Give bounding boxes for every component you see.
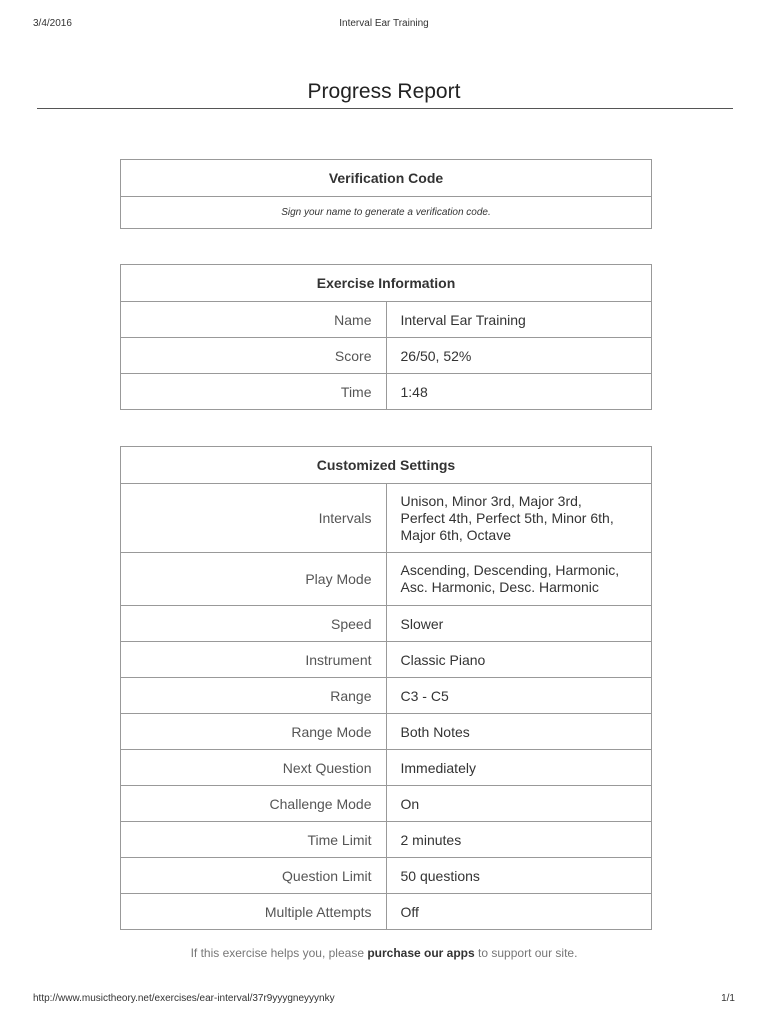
page-title: Progress Report [307, 80, 461, 103]
multiple-attempts-label: Multiple Attempts [121, 894, 387, 930]
table-row [121, 553, 652, 606]
score-label: Score [121, 338, 387, 374]
print-page-title: Interval Ear Training [339, 18, 429, 29]
instrument-value: Classic Piano [386, 642, 652, 678]
exercise-info-header: Exercise Information [121, 265, 652, 302]
speed-value: Slower [386, 606, 652, 642]
intervals-label: Intervals [121, 484, 387, 553]
support-message-prefix: If this exercise helps you, please [190, 946, 368, 960]
play-mode-value-line: Asc. Harmonic, Desc. Harmonic [400, 579, 599, 595]
table-row [121, 786, 652, 822]
intervals-value-line: Major 6th, Octave [400, 526, 511, 543]
play-mode-label: Play Mode [121, 553, 387, 606]
challenge-mode-value: On [386, 786, 652, 822]
range-label: Range [121, 678, 387, 714]
settings-header: Customized Settings [121, 447, 652, 484]
next-question-value: Immediately [386, 750, 652, 786]
table-row [121, 894, 652, 930]
print-header [0, 18, 768, 32]
exercise-name-value: Interval Ear Training [386, 302, 652, 338]
verification-header: Verification Code [121, 160, 652, 197]
next-question-label: Next Question [121, 750, 387, 786]
intervals-value-line: Perfect 4th, Perfect 5th, Minor 6th, [400, 509, 614, 526]
table-row [121, 302, 652, 338]
settings-table [120, 446, 652, 930]
support-message-suffix: to support our site. [474, 946, 578, 960]
print-date: 3/4/2016 [33, 18, 72, 29]
page-url: http://www.musictheory.net/exercises/ear-interval/37r9yyygneyyynky [33, 993, 335, 1004]
title-divider [37, 108, 733, 109]
table-row [121, 642, 652, 678]
range-value: C3 - C5 [386, 678, 652, 714]
page-number: 1/1 [721, 993, 735, 1004]
verification-table [120, 159, 652, 229]
table-row [121, 678, 652, 714]
multiple-attempts-value: Off [386, 894, 652, 930]
instrument-label: Instrument [121, 642, 387, 678]
table-row [121, 714, 652, 750]
exercise-name-label: Name [121, 302, 387, 338]
question-limit-value: 50 questions [386, 858, 652, 894]
time-value: 1:48 [386, 374, 652, 410]
intervals-value-line: Unison, Minor 3rd, Major 3rd, [400, 492, 582, 509]
time-limit-value: 2 minutes [386, 822, 652, 858]
table-row [121, 338, 652, 374]
intervals-value [386, 484, 652, 553]
table-row [121, 374, 652, 410]
time-limit-label: Time Limit [121, 822, 387, 858]
table-row [121, 484, 652, 553]
play-mode-value-line: Ascending, Descending, Harmonic, [400, 562, 620, 578]
table-row [121, 822, 652, 858]
exercise-info-table [120, 264, 652, 410]
play-mode-value [386, 553, 652, 606]
question-limit-label: Question Limit [121, 858, 387, 894]
table-row [121, 750, 652, 786]
purchase-apps-link[interactable]: purchase our apps [367, 946, 475, 960]
support-message [0, 946, 768, 960]
speed-label: Speed [121, 606, 387, 642]
verification-note: Sign your name to generate a verification code. [121, 197, 652, 229]
range-mode-label: Range Mode [121, 714, 387, 750]
table-row [121, 606, 652, 642]
score-value: 26/50, 52% [386, 338, 652, 374]
challenge-mode-label: Challenge Mode [121, 786, 387, 822]
range-mode-value: Both Notes [386, 714, 652, 750]
table-row [121, 858, 652, 894]
time-label: Time [121, 374, 387, 410]
